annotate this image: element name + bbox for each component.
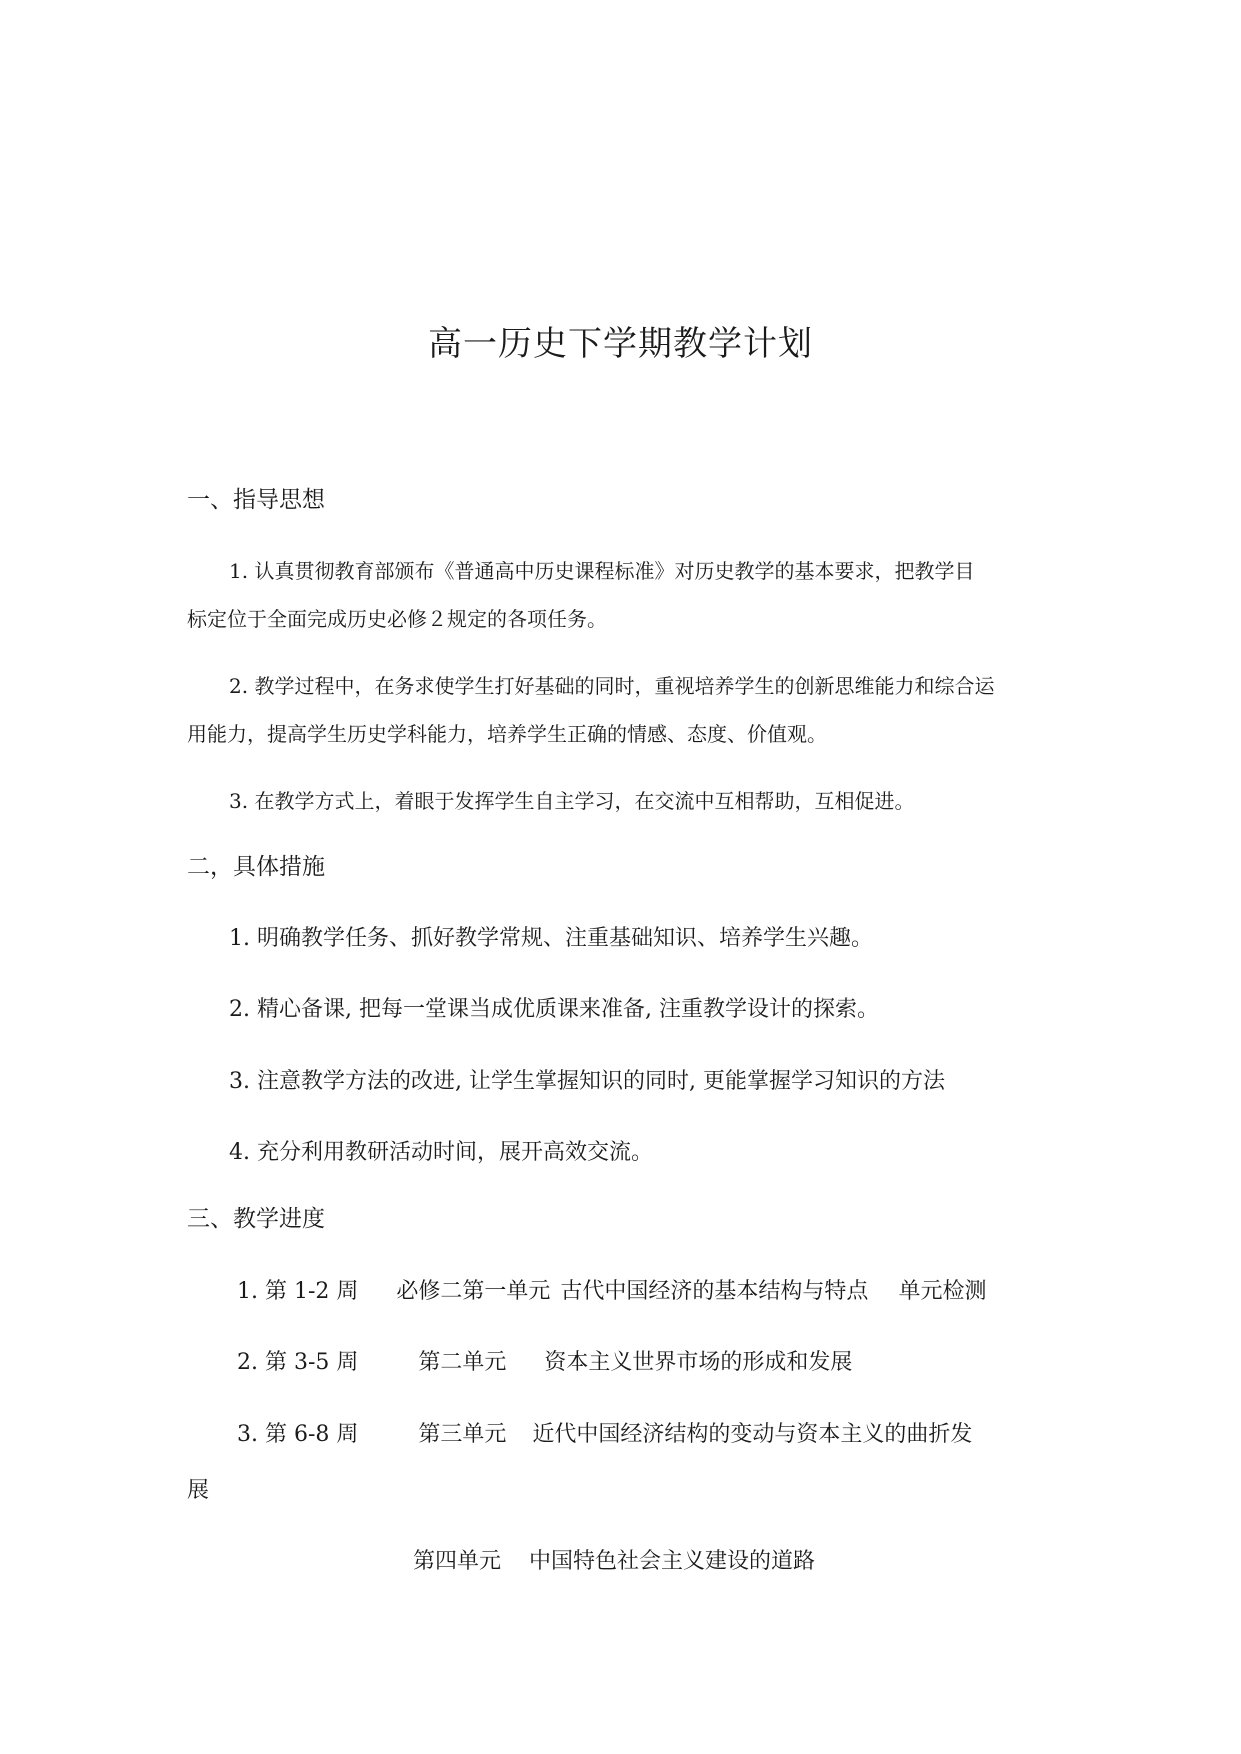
schedule-topic: 近代中国经济结构的变动与资本主义的曲折发	[532, 1422, 973, 1447]
schedule-row-1	[237, 1275, 986, 1309]
schedule-week: 3. 第 6-8 周	[237, 1422, 359, 1447]
schedule-row-2	[237, 1346, 852, 1380]
measure-item-4: 4. 充分利用教研活动时间，展开高效交流。	[229, 1140, 653, 1165]
schedule-topic: 古代中国经济的基本结构与特点	[560, 1279, 869, 1304]
section-heading-measures: 二，具体措施	[187, 854, 325, 880]
paragraph-2-line-1: 2. 教学过程中，在务求使学生打好基础的同时，重视培养学生的创新思维能力和综合运	[229, 674, 995, 698]
schedule-row-4	[413, 1545, 815, 1579]
paragraph-2-line-2: 用能力，提高学生历史学科能力，培养学生正确的情感、态度、价值观。	[187, 722, 827, 746]
schedule-unit: 第二单元	[418, 1350, 507, 1375]
document-title: 高一历史下学期教学计划	[428, 324, 813, 364]
schedule-unit: 必修二第一单元	[396, 1279, 551, 1304]
measure-item-1: 1. 明确教学任务、抓好教学常规、注重基础知识、培养学生兴趣。	[229, 926, 873, 951]
schedule-unit: 第三单元	[418, 1422, 507, 1447]
section-heading-schedule: 三、教学进度	[187, 1206, 325, 1232]
schedule-topic: 中国特色社会主义建设的道路	[529, 1549, 816, 1574]
paragraph-1-line-1: 1. 认真贯彻教育部颁布《普通高中历史课程标准》对历史教学的基本要求，把教学目	[229, 559, 975, 583]
schedule-extra: 单元检测	[898, 1279, 987, 1304]
paragraph-3-line-1: 3. 在教学方式上，着眼于发挥学生自主学习，在交流中互相帮助，互相促进。	[229, 789, 915, 813]
schedule-week: 2. 第 3-5 周	[237, 1350, 359, 1375]
measure-item-2: 2. 精心备课, 把每一堂课当成优质课来准备, 注重教学设计的探索。	[229, 997, 879, 1022]
measure-item-3: 3. 注意教学方法的改进, 让学生掌握知识的同时, 更能掌握学习知识的方法	[229, 1069, 945, 1094]
schedule-week: 1. 第 1-2 周	[237, 1279, 359, 1304]
schedule-row-3-continuation: 展	[187, 1478, 210, 1503]
schedule-row-3	[237, 1418, 972, 1452]
section-heading-guiding-thought: 一、指导思想	[187, 487, 325, 513]
schedule-unit: 第四单元	[413, 1549, 502, 1574]
schedule-topic: 资本主义世界市场的形成和发展	[544, 1350, 853, 1375]
paragraph-1-line-2: 标定位于全面完成历史必修２规定的各项任务。	[187, 607, 607, 631]
